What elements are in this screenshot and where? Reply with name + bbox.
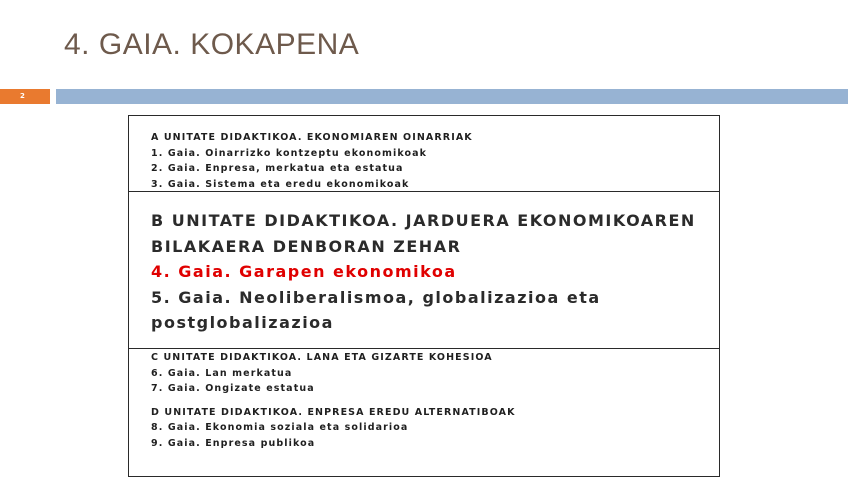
- unit-b-heading-line-2: BILAKAERA DENBORAN ZEHAR: [151, 236, 462, 256]
- unit-d-heading: D UNITATE DIDAKTIKOA. ENPRESA EREDU ALTERNATIBOAK: [151, 406, 516, 418]
- unit-a-section: [129, 116, 719, 192]
- units-table: [128, 115, 720, 477]
- unit-c-item-7: 7. Gaia. Ongizate estatua: [151, 383, 315, 394]
- unit-a-item-3: 3. Gaia. Sistema eta eredu ekonomikoak: [151, 178, 410, 190]
- unit-c-d-section: [129, 348, 719, 476]
- unit-a-heading: A UNITATE DIDAKTIKOA. EKONOMIAREN OINARRIAK: [151, 132, 473, 143]
- spacer: [151, 397, 719, 405]
- unit-b-item-5-line-1: 5. Gaia. Neoliberalismoa, globalizazioa eta: [151, 287, 601, 307]
- unit-c-heading: C UNITATE DIDAKTIKOA. LANA ETA GIZARTE KOHESIOA: [151, 352, 493, 363]
- unit-a-item-1: 1. Gaia. Oinarrizko kontzeptu ekonomikoak: [151, 147, 428, 159]
- unit-b-section: [129, 191, 719, 349]
- unit-b-heading-line-1: B UNITATE DIDAKTIKOA. JARDUERA EKONOMIKOAREN: [151, 211, 696, 230]
- unit-b-item-5-line-2: postglobalizazioa: [151, 313, 334, 332]
- unit-b-item-4-highlighted: 4. Gaia. Garapen ekonomikoa: [151, 262, 457, 281]
- unit-d-item-8: 8. Gaia. Ekonomia soziala eta solidarioa: [151, 422, 409, 433]
- unit-c-item-6: 6. Gaia. Lan merkatua: [151, 367, 293, 379]
- header-rule: [56, 89, 848, 104]
- slide-title: 4. GAIA. KOKAPENA: [64, 28, 360, 61]
- unit-d-item-9: 9. Gaia. Enpresa publikoa: [151, 437, 316, 449]
- slide-number: 2: [0, 89, 50, 104]
- unit-a-item-2: 2. Gaia. Enpresa, merkatua eta estatua: [151, 163, 404, 174]
